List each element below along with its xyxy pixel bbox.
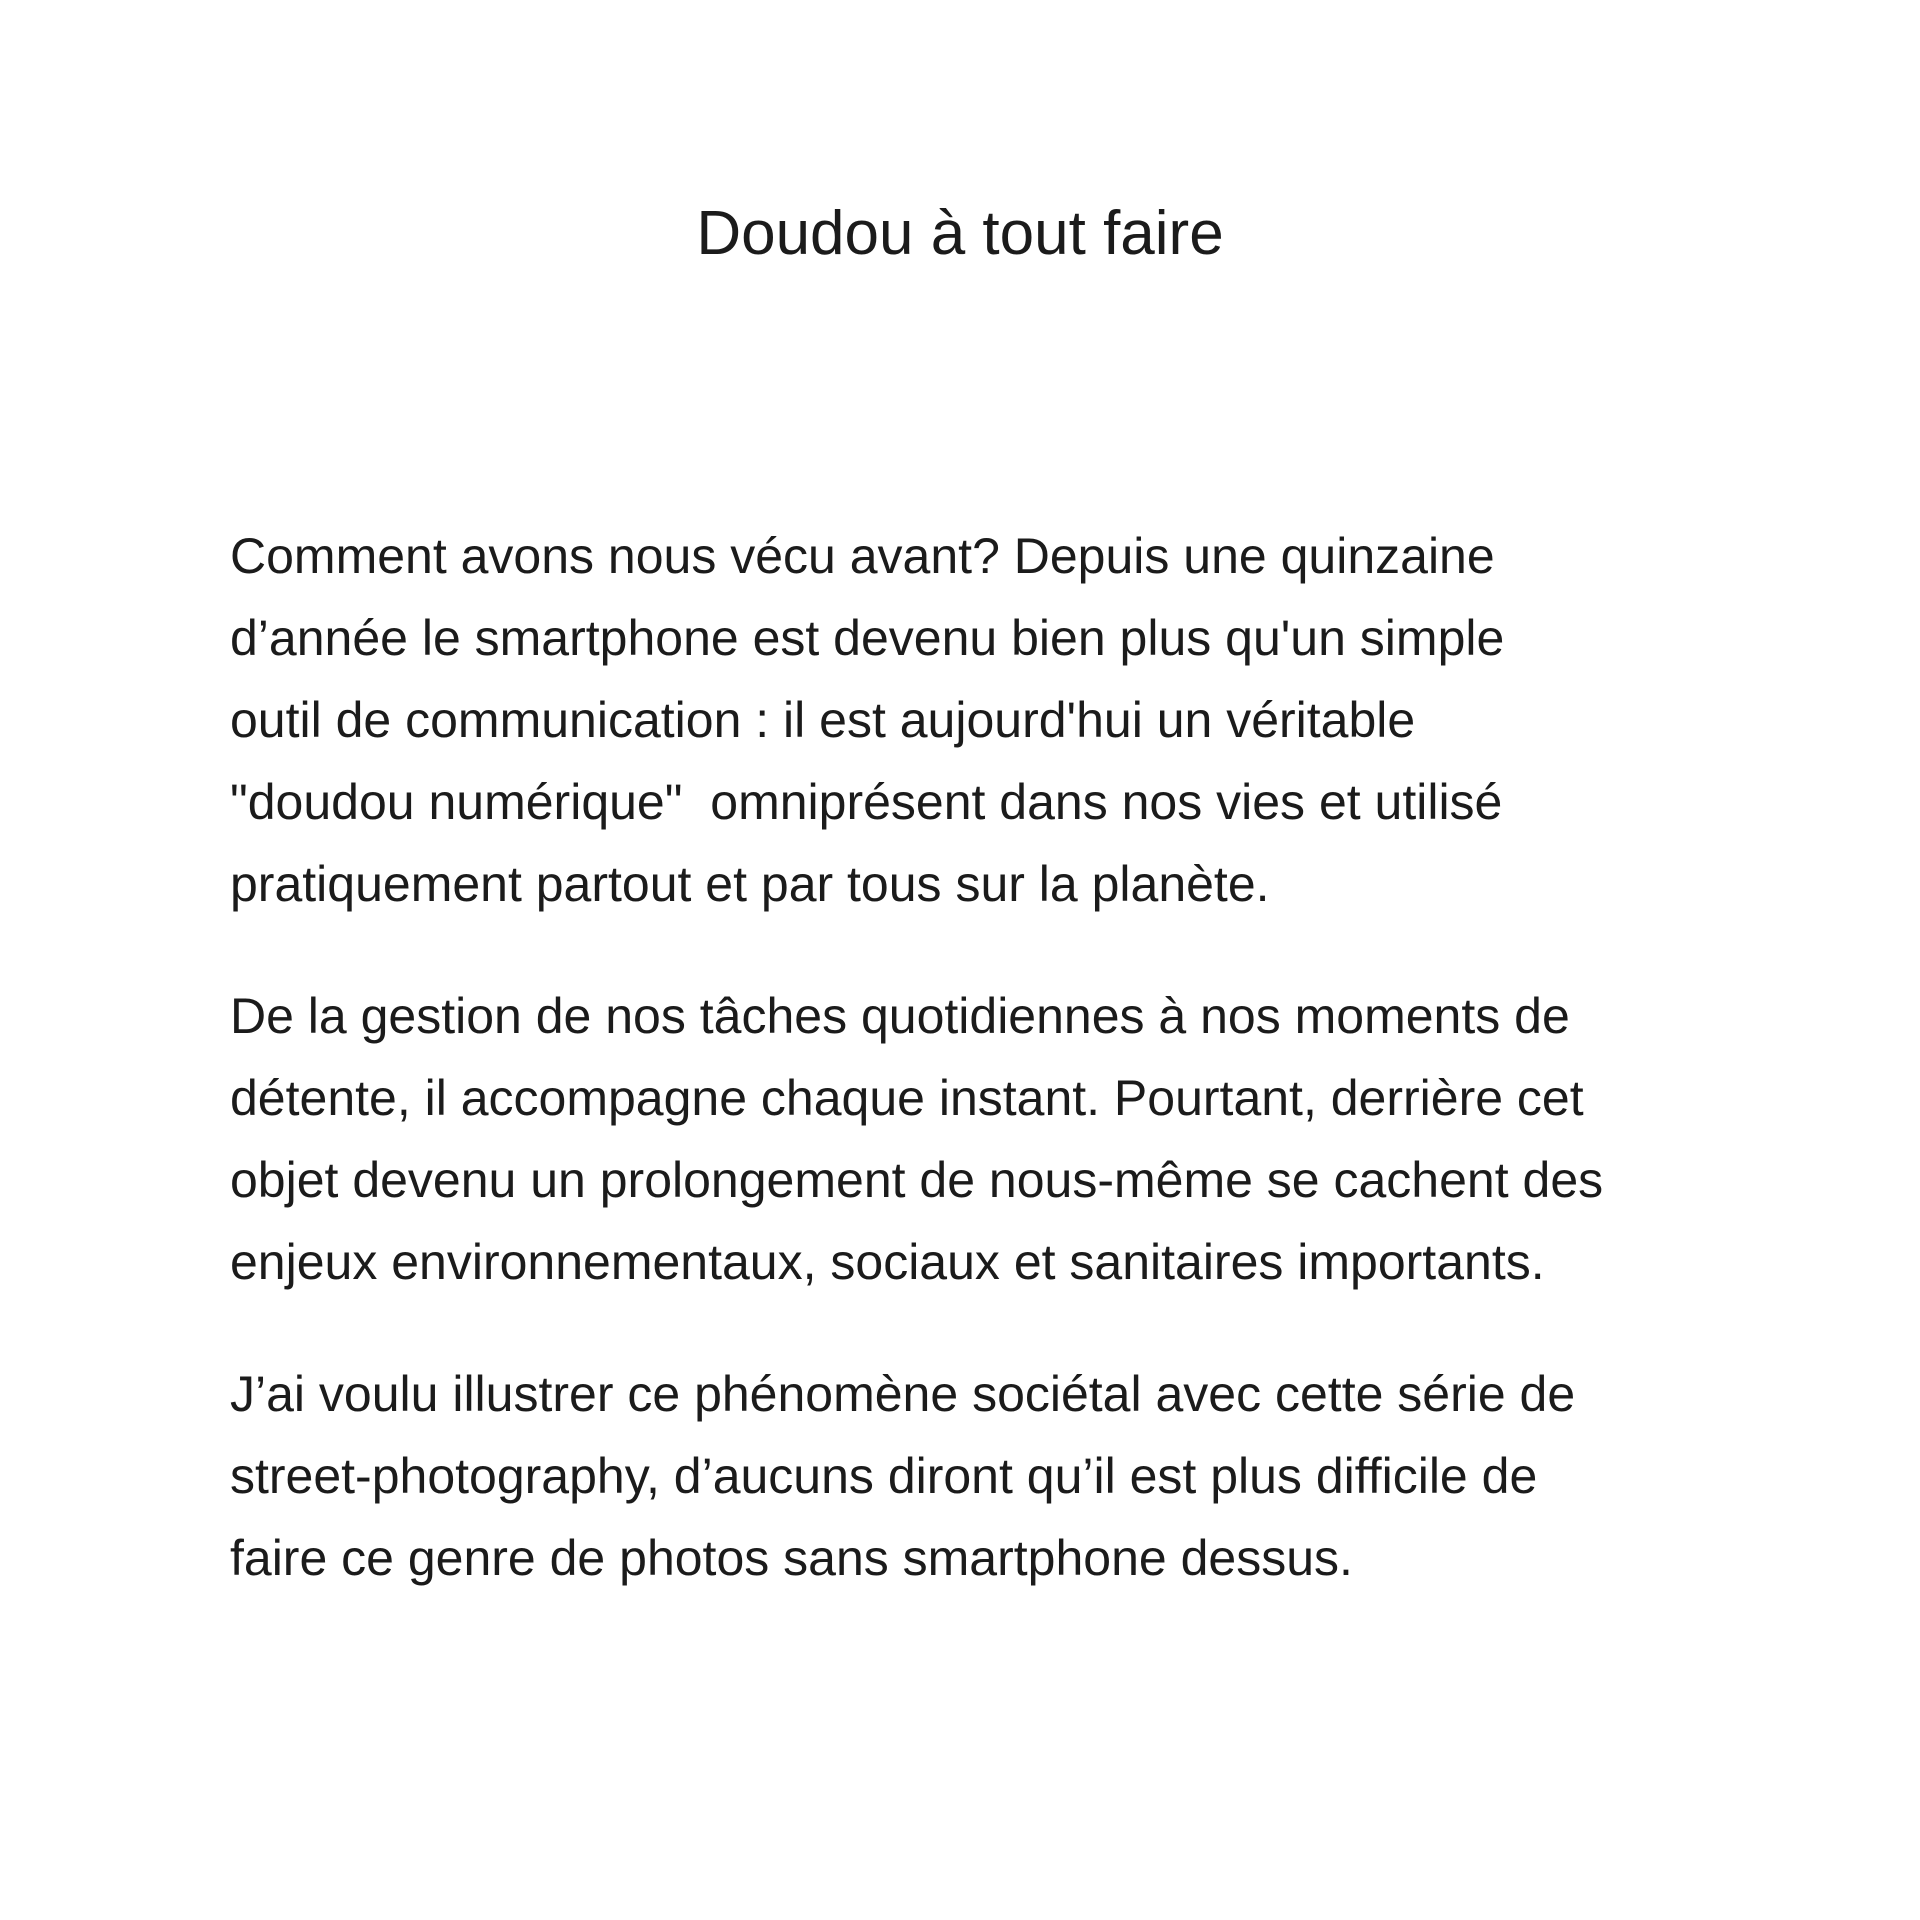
paragraph-3 bbox=[230, 1353, 1690, 1599]
text-line: faire ce genre de photos sans smartphone dessus. bbox=[230, 1530, 1353, 1587]
text-line: pratiquement partout et par tous sur la planète. bbox=[230, 856, 1270, 913]
paragraph-1 bbox=[230, 515, 1690, 925]
text-line: De la gestion de nos tâches quotidiennes à nos moments de bbox=[230, 988, 1570, 1045]
text-line: Comment avons nous vécu avant? Depuis une quinzaine bbox=[230, 528, 1495, 585]
paragraph-2 bbox=[230, 975, 1690, 1303]
text-line: d’année le smartphone est devenu bien plus qu'un simple bbox=[230, 610, 1505, 667]
text-line: J’ai voulu illustrer ce phénomène sociétal avec cette série de bbox=[230, 1366, 1576, 1423]
document-title: Doudou à tout faire bbox=[696, 199, 1224, 268]
text-line: "doudou numérique" omniprésent dans nos vies et utilisé bbox=[230, 774, 1503, 831]
text-line: objet devenu un prolongement de nous-même se cachent des bbox=[230, 1152, 1604, 1209]
text-line: détente, il accompagne chaque instant. Pourtant, derrière cet bbox=[230, 1070, 1584, 1127]
text-line: outil de communication : il est aujourd'hui un véritable bbox=[230, 692, 1416, 749]
text-line: street-photography, d’aucuns diront qu’il est plus difficile de bbox=[230, 1448, 1538, 1505]
text-line: enjeux environnementaux, sociaux et sanitaires importants. bbox=[230, 1234, 1545, 1291]
